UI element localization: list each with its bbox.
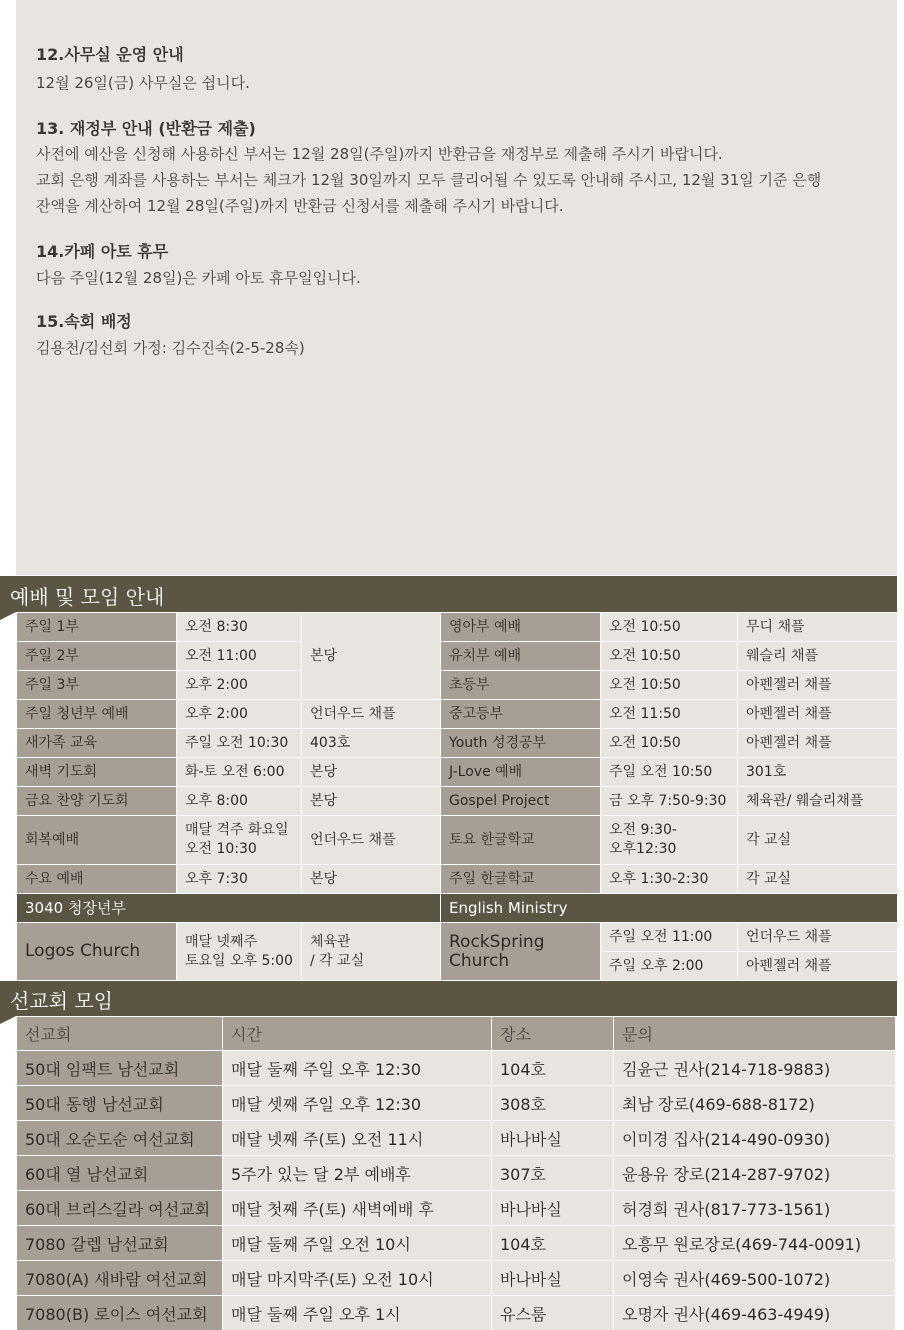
time-line: 매달 넷째주	[185, 933, 258, 950]
service-place: 본당	[302, 787, 441, 816]
table-row	[17, 1121, 896, 1156]
header-tail-decoration	[0, 1016, 16, 1024]
service-time: 오전 10:50	[601, 642, 738, 671]
mission-section-header	[0, 981, 897, 1016]
service-time: 주일 오후 2:00	[601, 952, 738, 981]
service-time: 오후 2:00	[177, 671, 302, 700]
service-name: Youth 성경공부	[441, 729, 601, 758]
mission-contact: 허경희 권사(817-773-1561)	[614, 1191, 896, 1226]
service-place: 언더우드 채플	[302, 700, 441, 729]
mission-place: 307호	[492, 1156, 614, 1191]
mission-place: 바나바실	[492, 1261, 614, 1296]
service-place: 아펜젤러 채플	[738, 671, 898, 700]
table-row	[17, 613, 898, 642]
service-name: 주일 2부	[17, 642, 177, 671]
place-line: / 각 교실	[310, 952, 365, 969]
column-header: 시간	[223, 1017, 492, 1051]
mission-name: 50대 오순도순 여선교회	[17, 1121, 223, 1156]
mission-contact: 이미경 집사(214-490-0930)	[614, 1121, 896, 1156]
service-place: 본당	[302, 613, 441, 700]
table-row	[17, 1226, 896, 1261]
mission-name: 7080(A) 새바람 여선교회	[17, 1261, 223, 1296]
mission-name: 50대 동행 남선교회	[17, 1086, 223, 1121]
notice-title: 12.사무실 운영 안내	[36, 45, 184, 64]
service-time: 오전 10:50	[601, 671, 738, 700]
mission-contact: 오명자 권사(469-463-4949)	[614, 1296, 896, 1330]
mission-time: 매달 둘째 주일 오후 1시	[223, 1296, 492, 1330]
service-place: 아펜젤러 채플	[738, 729, 898, 758]
notice-office	[36, 44, 250, 96]
notice-title: 13. 재정부 안내 (반환금 제출)	[36, 119, 256, 138]
announcements-card	[16, 0, 897, 575]
table-row	[17, 1086, 896, 1121]
group-time	[177, 923, 302, 981]
table-row	[17, 787, 898, 816]
service-name: 금요 찬양 기도회	[17, 787, 177, 816]
table-row	[17, 1296, 896, 1330]
table-row	[17, 923, 898, 952]
mission-contact: 김윤근 권사(214-718-9883)	[614, 1051, 896, 1086]
column-header: 문의	[614, 1017, 896, 1051]
place-line: 체육관	[310, 933, 351, 950]
table-row	[17, 671, 898, 700]
service-time: 주일 오전 10:30	[177, 729, 302, 758]
service-place: 아펜젤러 채플	[738, 952, 898, 981]
service-place: 본당	[302, 865, 441, 894]
service-name: Gospel Project	[441, 787, 601, 816]
table-row	[17, 729, 898, 758]
service-time: 오후 2:00	[177, 700, 302, 729]
service-time: 화-토 오전 6:00	[177, 758, 302, 787]
mission-name: 60대 브리스길라 여선교회	[17, 1191, 223, 1226]
notice-title: 14.카페 아토 휴무	[36, 242, 169, 261]
mission-contact: 이영숙 권사(469-500-1072)	[614, 1261, 896, 1296]
table-row	[17, 1261, 896, 1296]
service-time: 오후 8:00	[177, 787, 302, 816]
service-name: 유치부 예배	[441, 642, 601, 671]
service-name: 새가족 교육	[17, 729, 177, 758]
column-header: 선교회	[17, 1017, 223, 1051]
mission-place: 104호	[492, 1226, 614, 1261]
mission-time: 매달 첫째 주(토) 새벽예배 후	[223, 1191, 492, 1226]
mission-contact: 윤용유 장로(214-287-9702)	[614, 1156, 896, 1191]
worship-section-header	[0, 576, 897, 612]
mission-contact: 최남 장로(469-688-8172)	[614, 1086, 896, 1121]
name-line: Church	[449, 950, 510, 971]
service-place: 무디 채플	[738, 613, 898, 642]
notice-line: 12월 26일(금) 사무실은 쉽니다.	[36, 74, 250, 92]
mission-place: 유스룸	[492, 1296, 614, 1330]
table-row	[17, 758, 898, 787]
service-name: 주일 청년부 예배	[17, 700, 177, 729]
service-time: 오후 7:30	[177, 865, 302, 894]
worship-section-title: 예배 및 모임 안내	[10, 585, 165, 609]
group-title: 3040 청장년부	[17, 894, 441, 923]
service-time: 주일 오전 10:50	[601, 758, 738, 787]
service-time: 주일 오전 11:00	[601, 923, 738, 952]
service-place: 체육관/ 웨슬리채플	[738, 787, 898, 816]
service-name: 초등부	[441, 671, 601, 700]
service-place: 언더우드 채플	[302, 816, 441, 865]
notice-cell-group	[36, 311, 305, 361]
notice-line: 사전에 예산을 신청해 사용하신 부서는 12월 28일(주일)까지 반환금을 재정부로 제출해 주시기 바랍니다.	[36, 145, 723, 163]
service-name: 중고등부	[441, 700, 601, 729]
service-time: 오전 11:50	[601, 700, 738, 729]
service-name: 회복예배	[17, 816, 177, 865]
service-time: 금 오후 7:50-9:30	[601, 787, 738, 816]
table-row	[17, 700, 898, 729]
mission-time: 매달 둘째 주일 오후 12:30	[223, 1051, 492, 1086]
table-row	[17, 894, 898, 923]
service-time	[601, 816, 738, 865]
mission-time: 매달 둘째 주일 오전 10시	[223, 1226, 492, 1261]
table-row	[17, 1051, 896, 1086]
mission-time: 매달 넷째 주(토) 오전 11시	[223, 1121, 492, 1156]
mission-time: 매달 셋째 주일 오후 12:30	[223, 1086, 492, 1121]
mission-place: 308호	[492, 1086, 614, 1121]
mission-place: 104호	[492, 1051, 614, 1086]
mission-place: 바나바실	[492, 1121, 614, 1156]
notice-finance	[36, 118, 821, 219]
service-name: 토요 한글학교	[441, 816, 601, 865]
service-name: 수요 예배	[17, 865, 177, 894]
time-line: 오전 10:30	[185, 841, 257, 857]
service-place: 403호	[302, 729, 441, 758]
group-name: Logos Church	[17, 923, 177, 981]
mission-name: 7080(B) 로이스 여선교회	[17, 1296, 223, 1330]
service-time: 오후 1:30-2:30	[601, 865, 738, 894]
notice-line: 김용천/김선회 가정: 김수진속(2-5-28속)	[36, 339, 305, 357]
mission-contact: 오흥무 원로장로(469-744-0091)	[614, 1226, 896, 1261]
column-header: 장소	[492, 1017, 614, 1051]
notice-title: 15.속회 배정	[36, 312, 132, 331]
service-time: 오전 10:50	[601, 613, 738, 642]
service-name: 영아부 예배	[441, 613, 601, 642]
service-time: 오전 10:50	[601, 729, 738, 758]
table-row	[17, 642, 898, 671]
mission-name: 7080 갈렙 남선교회	[17, 1226, 223, 1261]
mission-time: 5주가 있는 달 2부 예배후	[223, 1156, 492, 1191]
header-tail-decoration	[0, 612, 16, 620]
service-place: 각 교실	[738, 816, 898, 865]
mission-name: 50대 임팩트 남선교회	[17, 1051, 223, 1086]
time-line: 토요일 오후 5:00	[185, 952, 293, 969]
group-title: English Ministry	[441, 894, 898, 923]
table-row	[17, 865, 898, 894]
time-line: 오전 9:30-	[609, 822, 677, 838]
group-place	[302, 923, 441, 981]
table-row	[17, 816, 898, 865]
service-time: 오전 8:30	[177, 613, 302, 642]
service-name: 주일 3부	[17, 671, 177, 700]
mission-place: 바나바실	[492, 1191, 614, 1226]
time-line: 매달 격주 화요일	[185, 822, 289, 838]
worship-schedule-table	[16, 612, 898, 981]
service-name: 주일 한글학교	[441, 865, 601, 894]
service-place: 언더우드 채플	[738, 923, 898, 952]
notice-line: 잔액을 계산하여 12월 28일(주일)까지 반환금 신청서를 제출해 주시기 바랍니다.	[36, 197, 564, 215]
service-time: 오전 11:00	[177, 642, 302, 671]
mission-section-title: 선교회 모임	[10, 989, 113, 1013]
service-place: 301호	[738, 758, 898, 787]
time-line: 오후12:30	[609, 841, 677, 857]
name-line: RockSpring	[449, 931, 545, 952]
table-header-row	[17, 1017, 896, 1051]
service-name: J-Love 예배	[441, 758, 601, 787]
notice-line: 다음 주일(12월 28일)은 카페 아토 휴무일입니다.	[36, 269, 361, 287]
notice-cafe	[36, 241, 361, 291]
mission-name: 60대 열 남선교회	[17, 1156, 223, 1191]
service-place: 본당	[302, 758, 441, 787]
notice-line: 교회 은행 계좌를 사용하는 부서는 체크가 12월 30일까지 모두 클리어될 수 있도록 안내해 주시고, 12월 31일 기준 은행	[36, 171, 822, 189]
table-row	[17, 1191, 896, 1226]
service-place: 아펜젤러 채플	[738, 700, 898, 729]
service-name: 주일 1부	[17, 613, 177, 642]
mission-meetings-table	[16, 1016, 896, 1330]
table-row	[17, 1156, 896, 1191]
group-name	[441, 923, 601, 981]
mission-time: 매달 마지막주(토) 오전 10시	[223, 1261, 492, 1296]
service-name: 새벽 기도회	[17, 758, 177, 787]
service-place: 각 교실	[738, 865, 898, 894]
service-place: 웨슬리 채플	[738, 642, 898, 671]
service-time	[177, 816, 302, 865]
